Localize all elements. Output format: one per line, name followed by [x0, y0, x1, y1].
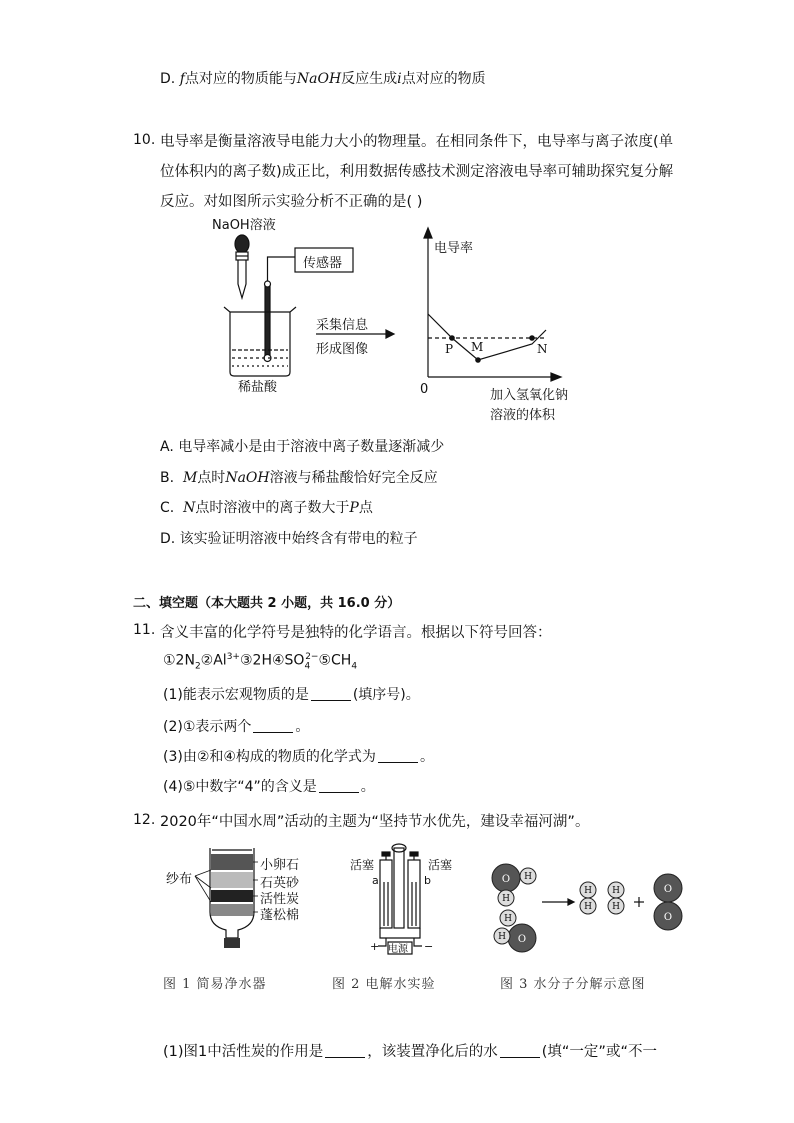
minus-label: −: [424, 940, 434, 953]
sensor-label: 传感器: [303, 256, 343, 271]
right-stopcock-label: 活塞: [428, 858, 453, 872]
x-axis-label-2: 溶液的体积: [490, 408, 556, 423]
figure-2-caption: 图 2 电解水实验: [332, 977, 436, 992]
sub-question-4: (4)⑤中数字“4”的含义是 。: [163, 779, 375, 795]
h-atom-label: H: [584, 902, 592, 912]
o-atom-label: O: [517, 934, 527, 945]
dropper-icon: [235, 235, 249, 298]
question-stem-line: 电导率是衡量溶液导电能力大小的物理量。在相同条件下，电导率与离子浓度(单: [160, 134, 674, 150]
option-d: D. 该实验证明溶液中始终含有带电的粒子: [160, 531, 418, 547]
question-stem-line: 位体积内的离子数)成正比，利用数据传感技术测定溶液电导率可辅助探究复分解: [160, 164, 674, 180]
option-a: A. 电导率减小是由于溶液中离子数量逐渐减少: [160, 439, 445, 455]
option-d-prev: D. f点对应的物质能与NaOH反应生成i点对应的物质: [160, 71, 486, 87]
h-atom-label: H: [498, 932, 506, 942]
pebble-label: 小卵石: [260, 858, 300, 873]
molecule-figure: [484, 846, 694, 956]
point-m-marker: [475, 357, 481, 363]
carbon-label: 活性炭: [260, 892, 300, 907]
h-atom-label: H: [502, 894, 510, 904]
point-p-label: P: [445, 342, 454, 356]
o-atom-label: O: [663, 912, 673, 923]
y-axis-label: 电导率: [434, 241, 474, 256]
option-c: C. N点时溶液中的离子数大于P点: [160, 500, 373, 516]
figure-3-caption: 图 3 水分子分解示意图: [500, 977, 646, 992]
question-stem-line: 反应。对如图所示实验分析不正确的是( ): [160, 194, 423, 210]
plus-label: +: [370, 940, 380, 953]
question-stem: 含义丰富的化学符号是独特的化学语言。根据以下符号回答：: [160, 625, 552, 641]
sand-label: 石英砂: [260, 876, 300, 891]
water-purifier-svg: [160, 842, 330, 960]
sub-question-3: (3)由②和④构成的物质的化学式为 。: [163, 749, 434, 765]
answer-blank[interactable]: [253, 718, 293, 733]
o-atom-label: O: [663, 884, 673, 895]
gauze-label: 纱布: [166, 872, 193, 887]
h-atom-label: H: [504, 914, 512, 924]
section-heading: 二、填空题（本大题共 2 小题，共 16.0 分）: [133, 596, 401, 611]
power-label: 电源: [388, 944, 408, 955]
carbon-layer: [211, 890, 253, 902]
electrolysis-figure: [350, 842, 470, 960]
point-m-label: M: [471, 340, 484, 354]
q12-sub-question-1: (1)图1中活性炭的作用是 ，该装置净化后的水 (填“一定”或“不一: [163, 1044, 657, 1060]
tube-a-label: a: [372, 874, 379, 887]
origin-label: 0: [420, 382, 429, 397]
h-atom-label: H: [612, 902, 620, 912]
arrow-label-bottom: 形成图像: [316, 342, 369, 357]
answer-blank[interactable]: [319, 778, 359, 793]
naoh-label: NaOH溶液: [212, 218, 276, 233]
option-b: B. M点时NaOH溶液与稀盐酸恰好完全反应: [160, 470, 438, 486]
point-n-label: N: [537, 342, 548, 356]
sub-question-2: (2)①表示两个 。: [163, 719, 310, 735]
sand-layer: [211, 872, 253, 888]
question-number: 11.: [133, 622, 156, 638]
arrow-label-top: 采集信息: [316, 318, 369, 333]
point-n-marker: [529, 335, 535, 341]
answer-blank[interactable]: [500, 1043, 540, 1058]
point-p-marker: [449, 335, 455, 341]
left-stopcock-label: 活塞: [350, 858, 375, 872]
water-purifier-figure: [160, 842, 330, 960]
chemical-symbols: $①2N_2②Al^{3+}③2H④SO_4^{2-}⑤CH_4$: [163, 652, 358, 672]
question-number: 10.: [133, 132, 156, 148]
o-atom-label: O: [501, 874, 511, 885]
h-atom-label: H: [524, 872, 532, 882]
h-atom-label: H: [612, 886, 620, 896]
acid-label: 稀盐酸: [238, 380, 278, 395]
h-atom-label: H: [584, 886, 592, 896]
molecule-svg: [484, 846, 694, 956]
pebble-layer: [211, 854, 253, 870]
answer-blank[interactable]: [325, 1043, 365, 1058]
answer-blank[interactable]: [311, 686, 351, 701]
x-axis-label-1: 加入氢氧化钠: [490, 388, 569, 403]
tube-b-label: b: [424, 874, 431, 887]
cotton-layer: [211, 904, 253, 916]
conductivity-figure: [200, 212, 600, 427]
figure-1-caption: 图 1 简易净水器: [163, 977, 267, 992]
question-stem: 2020年“中国水周”活动的主题为“坚持节水优先，建设幸福河湖”。: [160, 814, 590, 830]
sub-question-1: (1)能表示宏观物质的是 (填序号)。: [163, 687, 420, 703]
beaker-icon: [224, 307, 296, 376]
question-number: 12.: [133, 812, 156, 828]
cotton-label: 蓬松棉: [260, 908, 300, 923]
answer-blank[interactable]: [378, 748, 418, 763]
